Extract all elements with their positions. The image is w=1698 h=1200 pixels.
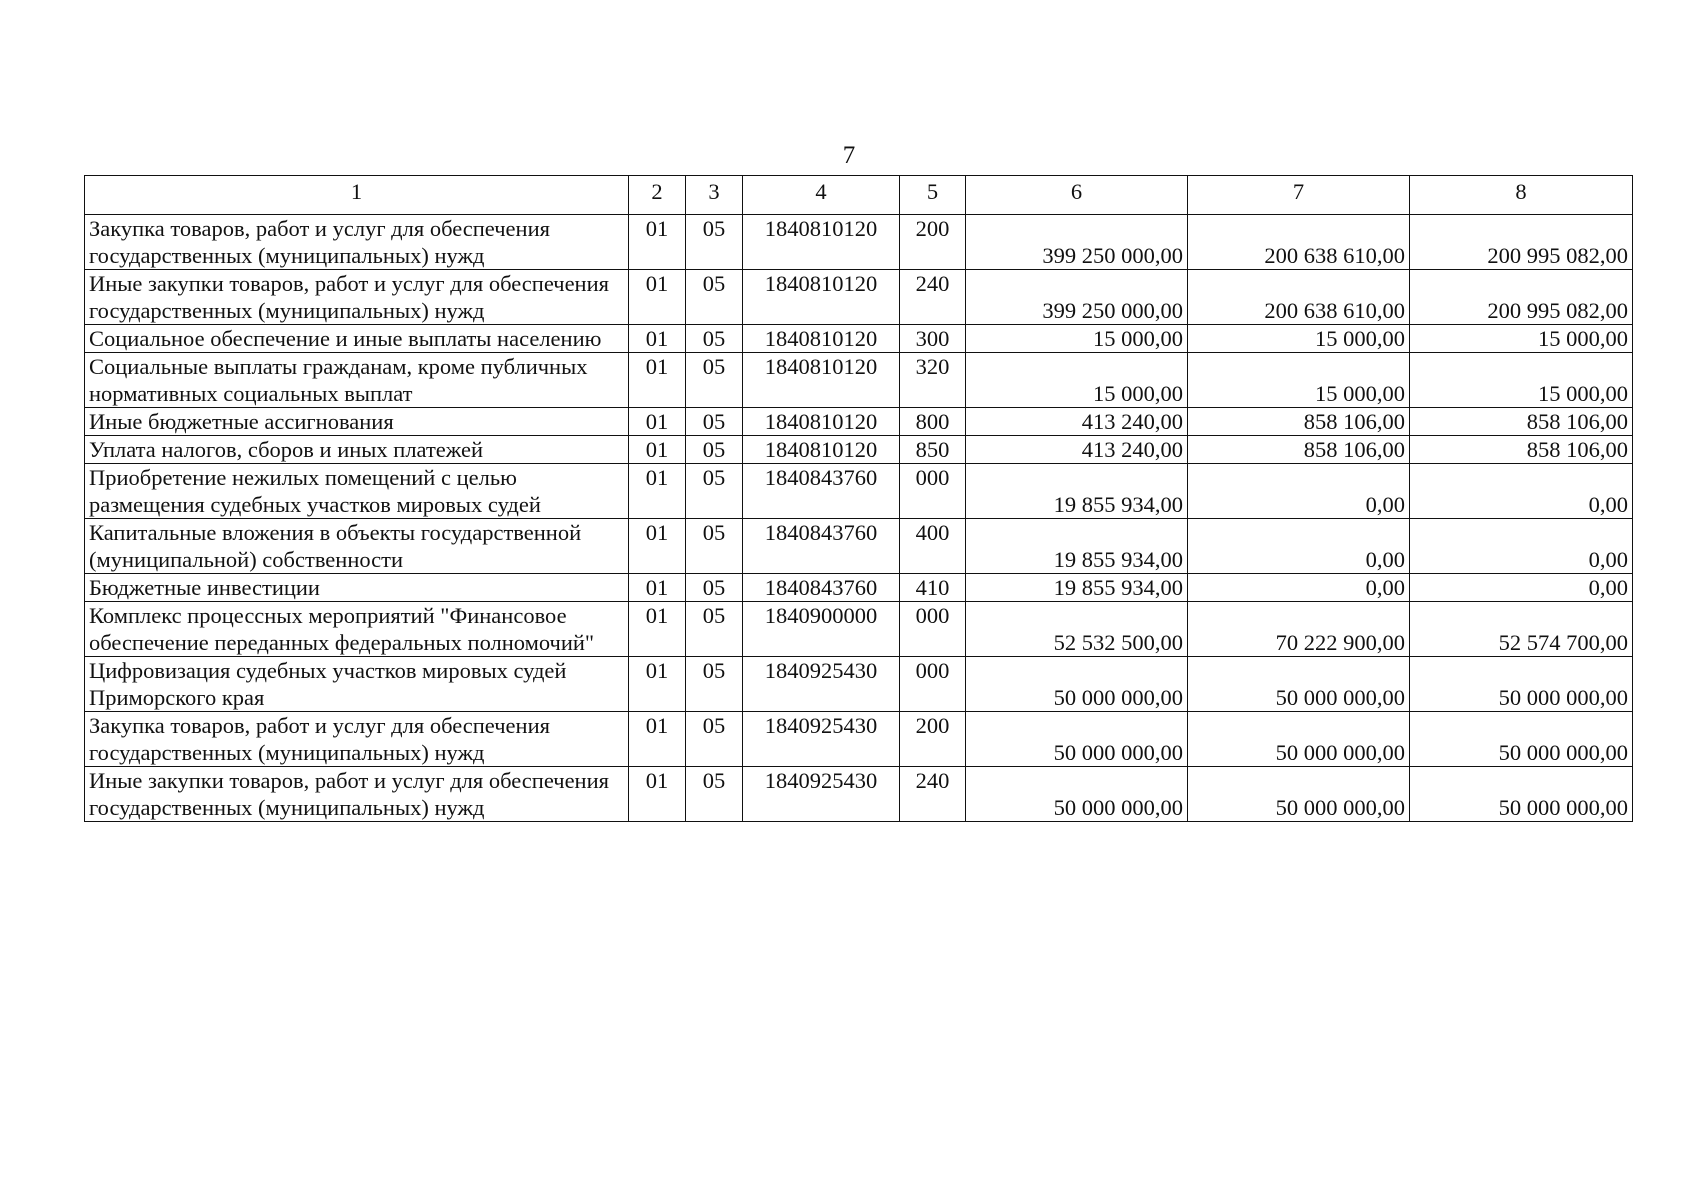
- row-target-code: 1840925430: [743, 712, 900, 767]
- table-row: [85, 353, 1633, 408]
- table-row: [85, 270, 1633, 325]
- row-amount-6: 19 855 934,00: [966, 519, 1188, 574]
- row-name: Комплекс процессных мероприятий "Финансовое обеспечение переданных федеральных полномочий": [85, 602, 629, 657]
- row-amount-8: 52 574 700,00: [1410, 602, 1633, 657]
- row-subsection: 05: [686, 767, 743, 822]
- row-section: 01: [629, 574, 686, 602]
- row-amount-8: 200 995 082,00: [1410, 270, 1633, 325]
- column-header-6: 6: [966, 176, 1188, 215]
- row-section: 01: [629, 408, 686, 436]
- column-header-5: 5: [900, 176, 966, 215]
- row-target-code: 1840810120: [743, 215, 900, 270]
- row-expense-type: 000: [900, 464, 966, 519]
- row-amount-7: 0,00: [1188, 574, 1410, 602]
- table-row: [85, 574, 1633, 602]
- row-amount-7: 50 000 000,00: [1188, 712, 1410, 767]
- row-amount-7: 50 000 000,00: [1188, 657, 1410, 712]
- row-name: Капитальные вложения в объекты государственной (муниципальной) собственности: [85, 519, 629, 574]
- row-expense-type: 800: [900, 408, 966, 436]
- row-amount-8: 200 995 082,00: [1410, 215, 1633, 270]
- row-amount-7: 50 000 000,00: [1188, 767, 1410, 822]
- row-section: 01: [629, 712, 686, 767]
- row-amount-6: 50 000 000,00: [966, 712, 1188, 767]
- row-section: 01: [629, 215, 686, 270]
- row-amount-8: 50 000 000,00: [1410, 767, 1633, 822]
- table-row: [85, 408, 1633, 436]
- row-amount-6: 19 855 934,00: [966, 464, 1188, 519]
- row-subsection: 05: [686, 270, 743, 325]
- table-row: [85, 215, 1633, 270]
- row-name: Бюджетные инвестиции: [85, 574, 629, 602]
- row-section: 01: [629, 270, 686, 325]
- row-amount-8: 0,00: [1410, 574, 1633, 602]
- table-row: [85, 712, 1633, 767]
- row-subsection: 05: [686, 464, 743, 519]
- row-amount-8: 50 000 000,00: [1410, 712, 1633, 767]
- row-expense-type: 240: [900, 767, 966, 822]
- row-amount-7: 70 222 900,00: [1188, 602, 1410, 657]
- row-amount-6: 399 250 000,00: [966, 270, 1188, 325]
- row-amount-7: 15 000,00: [1188, 353, 1410, 408]
- row-amount-7: 200 638 610,00: [1188, 270, 1410, 325]
- row-subsection: 05: [686, 519, 743, 574]
- row-amount-6: 15 000,00: [966, 325, 1188, 353]
- row-amount-6: 50 000 000,00: [966, 657, 1188, 712]
- row-section: 01: [629, 519, 686, 574]
- table-row: [85, 767, 1633, 822]
- row-section: 01: [629, 767, 686, 822]
- row-name: Иные закупки товаров, работ и услуг для обеспечения государственных (муниципальных) нужд: [85, 270, 629, 325]
- row-section: 01: [629, 325, 686, 353]
- row-expense-type: 240: [900, 270, 966, 325]
- row-expense-type: 000: [900, 602, 966, 657]
- row-section: 01: [629, 602, 686, 657]
- row-subsection: 05: [686, 602, 743, 657]
- row-target-code: 1840843760: [743, 464, 900, 519]
- column-header-1: 1: [85, 176, 629, 215]
- row-amount-8: 15 000,00: [1410, 325, 1633, 353]
- row-expense-type: 000: [900, 657, 966, 712]
- row-target-code: 1840810120: [743, 353, 900, 408]
- header-row: [85, 176, 1633, 215]
- row-amount-7: 858 106,00: [1188, 408, 1410, 436]
- row-name: Приобретение нежилых помещений с целью размещения судебных участков мировых судей: [85, 464, 629, 519]
- row-subsection: 05: [686, 353, 743, 408]
- row-target-code: 1840925430: [743, 767, 900, 822]
- column-header-3: 3: [686, 176, 743, 215]
- row-target-code: 1840925430: [743, 657, 900, 712]
- row-amount-7: 15 000,00: [1188, 325, 1410, 353]
- row-amount-7: 858 106,00: [1188, 436, 1410, 464]
- row-target-code: 1840900000: [743, 602, 900, 657]
- column-header-7: 7: [1188, 176, 1410, 215]
- row-section: 01: [629, 353, 686, 408]
- budget-table: [84, 175, 1633, 822]
- row-name: Социальные выплаты гражданам, кроме публичных нормативных социальных выплат: [85, 353, 629, 408]
- row-expense-type: 200: [900, 712, 966, 767]
- row-subsection: 05: [686, 436, 743, 464]
- row-target-code: 1840810120: [743, 408, 900, 436]
- row-name: Цифровизация судебных участков мировых судей Приморского края: [85, 657, 629, 712]
- table-row: [85, 519, 1633, 574]
- row-expense-type: 200: [900, 215, 966, 270]
- row-amount-6: 52 532 500,00: [966, 602, 1188, 657]
- row-name: Уплата налогов, сборов и иных платежей: [85, 436, 629, 464]
- row-amount-8: 858 106,00: [1410, 436, 1633, 464]
- row-subsection: 05: [686, 657, 743, 712]
- table-row: [85, 602, 1633, 657]
- table-row: [85, 464, 1633, 519]
- row-amount-8: 15 000,00: [1410, 353, 1633, 408]
- row-subsection: 05: [686, 215, 743, 270]
- row-amount-6: 399 250 000,00: [966, 215, 1188, 270]
- table-row: [85, 325, 1633, 353]
- row-amount-7: 0,00: [1188, 519, 1410, 574]
- row-expense-type: 300: [900, 325, 966, 353]
- row-target-code: 1840810120: [743, 325, 900, 353]
- row-amount-6: 413 240,00: [966, 436, 1188, 464]
- row-name: Социальное обеспечение и иные выплаты населению: [85, 325, 629, 353]
- row-expense-type: 400: [900, 519, 966, 574]
- row-subsection: 05: [686, 574, 743, 602]
- row-amount-8: 50 000 000,00: [1410, 657, 1633, 712]
- row-subsection: 05: [686, 712, 743, 767]
- row-name: Закупка товаров, работ и услуг для обеспечения государственных (муниципальных) нужд: [85, 712, 629, 767]
- row-amount-7: 0,00: [1188, 464, 1410, 519]
- row-target-code: 1840843760: [743, 519, 900, 574]
- row-section: 01: [629, 436, 686, 464]
- column-header-2: 2: [629, 176, 686, 215]
- page-number: 7: [842, 142, 856, 169]
- row-amount-8: 0,00: [1410, 519, 1633, 574]
- row-amount-7: 200 638 610,00: [1188, 215, 1410, 270]
- row-target-code: 1840810120: [743, 436, 900, 464]
- row-section: 01: [629, 657, 686, 712]
- row-expense-type: 320: [900, 353, 966, 408]
- row-amount-8: 0,00: [1410, 464, 1633, 519]
- row-target-code: 1840810120: [743, 270, 900, 325]
- row-name: Иные закупки товаров, работ и услуг для обеспечения государственных (муниципальных) нужд: [85, 767, 629, 822]
- row-amount-6: 19 855 934,00: [966, 574, 1188, 602]
- row-subsection: 05: [686, 325, 743, 353]
- column-header-4: 4: [743, 176, 900, 215]
- row-name: Иные бюджетные ассигнования: [85, 408, 629, 436]
- table-row: [85, 436, 1633, 464]
- row-target-code: 1840843760: [743, 574, 900, 602]
- row-expense-type: 850: [900, 436, 966, 464]
- row-section: 01: [629, 464, 686, 519]
- row-amount-6: 413 240,00: [966, 408, 1188, 436]
- row-amount-6: 15 000,00: [966, 353, 1188, 408]
- table-row: [85, 657, 1633, 712]
- column-header-8: 8: [1410, 176, 1633, 215]
- row-expense-type: 410: [900, 574, 966, 602]
- row-amount-8: 858 106,00: [1410, 408, 1633, 436]
- row-subsection: 05: [686, 408, 743, 436]
- row-amount-6: 50 000 000,00: [966, 767, 1188, 822]
- row-name: Закупка товаров, работ и услуг для обеспечения государственных (муниципальных) нужд: [85, 215, 629, 270]
